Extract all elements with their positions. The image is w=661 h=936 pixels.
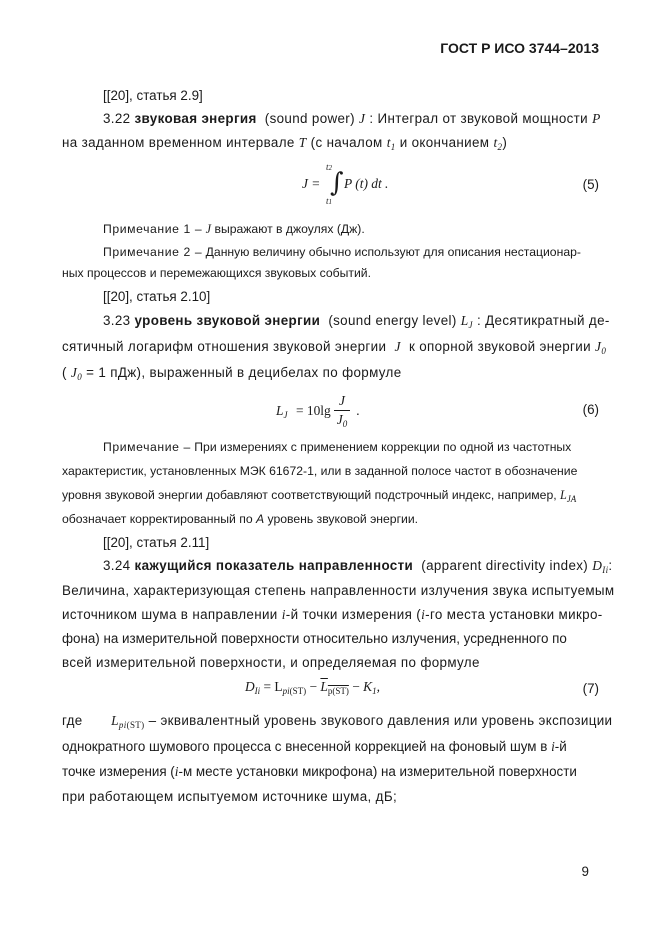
term-def-c: (с началом bbox=[310, 135, 383, 150]
term-def-e: ) bbox=[502, 135, 508, 150]
term-3-24-line1 bbox=[103, 558, 613, 575]
term-title: звуковая энергия bbox=[134, 111, 257, 126]
where-line3 bbox=[62, 764, 577, 780]
letter-a: A bbox=[256, 512, 265, 526]
term-3-22-line1 bbox=[103, 111, 601, 127]
term-3-24-line2: Величина, характеризующая степень направленности излучения звука испытуемым bbox=[62, 583, 615, 598]
eq5-lhs: J = bbox=[302, 176, 321, 191]
term-3-23-line2 bbox=[62, 339, 606, 356]
note-2-line1 bbox=[103, 245, 581, 259]
eq7-term1-tail: (ST) bbox=[289, 686, 307, 696]
term-number: 3.23 bbox=[103, 313, 131, 328]
eq7-term1-sub: pi bbox=[282, 686, 290, 696]
note-2-line2: ных процессов и перемежающихся звуковых событий. bbox=[62, 266, 371, 280]
term-english: (sound energy level) bbox=[328, 313, 457, 328]
term-number: 3.24 bbox=[103, 558, 131, 573]
reference-2-10: [[20], статья 2.10] bbox=[103, 289, 211, 304]
term-def: -й точки измерения ( bbox=[285, 607, 422, 622]
term-def-c: к опорной звуковой энергии bbox=[408, 339, 591, 354]
equation-5-number: (5) bbox=[582, 177, 599, 192]
term-def: источником шума в направлении bbox=[62, 607, 278, 622]
equation-7-number: (7) bbox=[582, 681, 599, 696]
open-paren: ( bbox=[62, 365, 67, 380]
where-line1 bbox=[62, 713, 612, 730]
note-text: При измерениях с применением коррекции по одной из частотных bbox=[194, 440, 572, 454]
note-3-line1 bbox=[103, 440, 571, 454]
term-symbol: J bbox=[359, 111, 366, 126]
symbol-p: P bbox=[592, 111, 601, 126]
reference-2-11: [[20], статья 2.11] bbox=[103, 535, 210, 550]
where-text: точке измерения ( bbox=[62, 764, 175, 779]
note-label: Примечание 2 – bbox=[103, 245, 203, 259]
term-number: 3.22 bbox=[103, 111, 131, 126]
colon: : bbox=[608, 558, 613, 573]
term-def: : Десятикратный де- bbox=[476, 313, 610, 328]
term-symbol: $L_J$ bbox=[460, 313, 473, 330]
note-text: уровня звуковой энергии добавляют соответствующий подстрочный индекс, например, bbox=[62, 488, 557, 502]
equation-5 bbox=[296, 164, 416, 208]
eq6-dot: . bbox=[356, 403, 360, 418]
term-def: : Интеграл от звуковой мощности bbox=[369, 111, 588, 126]
symbol-i: i bbox=[281, 607, 286, 622]
note-text: Данную величину обычно используют для описания нестационар- bbox=[205, 245, 581, 259]
note-text: выражают в джоулях (Дж). bbox=[214, 222, 365, 236]
symbol-t2: $t_2$ bbox=[493, 135, 503, 152]
equation-7 bbox=[245, 679, 380, 696]
equation-6 bbox=[276, 393, 396, 433]
eq7-eq: = L bbox=[263, 679, 283, 694]
where-text: однократного шумового процесса с внесенной коррекцией на фоновый шум в bbox=[62, 739, 548, 754]
where-text: -й bbox=[554, 739, 567, 754]
term-3-24-line3 bbox=[62, 607, 603, 623]
symbol-t1: $t_1$ bbox=[386, 135, 396, 152]
eq5-lower-limit: t1 bbox=[326, 196, 333, 206]
term-def: -го места установки микро- bbox=[425, 607, 603, 622]
symbol-t: T bbox=[298, 135, 307, 150]
term-3-24-line4: фона) на измерительной поверхности относительно излучения, усредненного по bbox=[62, 631, 567, 646]
eq6-lhs: $L_J$ bbox=[276, 403, 288, 420]
eq6-fraction bbox=[332, 393, 352, 429]
term-3-23-line3 bbox=[62, 365, 402, 382]
term-def-b: на заданном временном интервале bbox=[62, 135, 295, 150]
symbol-j0: $J_0$ bbox=[70, 365, 83, 382]
note-3-line2: характеристик, установленных МЭК 61672-1, или в заданной полосе частот в обозначение bbox=[62, 464, 578, 478]
note-3-line3 bbox=[62, 488, 576, 504]
term-3-22-line2 bbox=[62, 135, 507, 152]
eq7-comma: , bbox=[376, 679, 380, 694]
symbol-lja: $L_{JA}$ bbox=[560, 488, 577, 504]
eq6-denominator: $J_0$ bbox=[336, 412, 348, 429]
equation-6-number: (6) bbox=[582, 402, 599, 417]
symbol-i: i bbox=[174, 764, 179, 779]
term-3-23-line1 bbox=[103, 313, 610, 330]
term-symbol: $D_{Ii}$ bbox=[592, 558, 609, 575]
where-text: – эквивалентный уровень звукового давления или уровень экспозиции bbox=[148, 713, 613, 728]
eq7-term3: $K_1$ bbox=[363, 679, 377, 696]
term-def-d: = 1 пДж), выраженный в децибелах по формуле bbox=[86, 365, 402, 380]
where-line4: при работающем испытуемом источнике шума, дБ; bbox=[62, 789, 398, 804]
note-symbol: J bbox=[205, 222, 212, 236]
eq7-minus: − bbox=[352, 679, 360, 694]
eq7-term2: $L_{p(ST)}$ bbox=[320, 679, 349, 696]
note-label: Примечание 1 – bbox=[103, 222, 203, 236]
where-line2 bbox=[62, 739, 567, 755]
term-title: кажущийся показатель направленности bbox=[134, 558, 414, 573]
note-3-line4 bbox=[62, 512, 418, 526]
term-def-d: и окончанием bbox=[399, 135, 490, 150]
eq5-upper-limit: t2 bbox=[326, 162, 333, 172]
symbol-j: J bbox=[394, 339, 401, 354]
note-1 bbox=[103, 222, 365, 237]
term-3-24-line5: всей измерительной поверхности, и определяемая по формуле bbox=[62, 655, 480, 670]
where-label: где bbox=[62, 713, 83, 728]
eq6-log: = 10lg bbox=[296, 403, 331, 418]
integral-sign: ∫ bbox=[330, 168, 344, 198]
term-english: (sound power) bbox=[264, 111, 355, 126]
eq5-body: P (t) dt . bbox=[344, 176, 389, 191]
eq7-lhs: $D_{Ii}$ bbox=[245, 679, 261, 696]
eq7-minus: − bbox=[309, 679, 318, 694]
page-number: 9 bbox=[581, 864, 589, 879]
symbol-i: i bbox=[421, 607, 426, 622]
where-text: -м месте установки микрофона) на измерительной поверхности bbox=[178, 764, 577, 779]
term-def-b: сятичный логарифм отношения звуковой энергии bbox=[62, 339, 387, 354]
note-label: Примечание – bbox=[103, 440, 191, 454]
fraction-bar bbox=[334, 410, 350, 411]
symbol-lpi: $L_{pi(ST)}$ bbox=[111, 713, 145, 730]
term-title: уровень звуковой энергии bbox=[134, 313, 321, 328]
symbol-j0: $J_0$ bbox=[595, 339, 607, 356]
eq6-numerator: J bbox=[339, 393, 345, 408]
note-text: обозначает корректированный по bbox=[62, 512, 253, 526]
term-english: (apparent directivity index) bbox=[421, 558, 589, 573]
standard-header: ГОСТ Р ИСО 3744–2013 bbox=[440, 40, 599, 56]
reference-2-9: [[20], статья 2.9] bbox=[103, 88, 203, 103]
symbol-i: i bbox=[551, 739, 555, 754]
note-text: уровень звуковой энергии. bbox=[267, 512, 419, 526]
